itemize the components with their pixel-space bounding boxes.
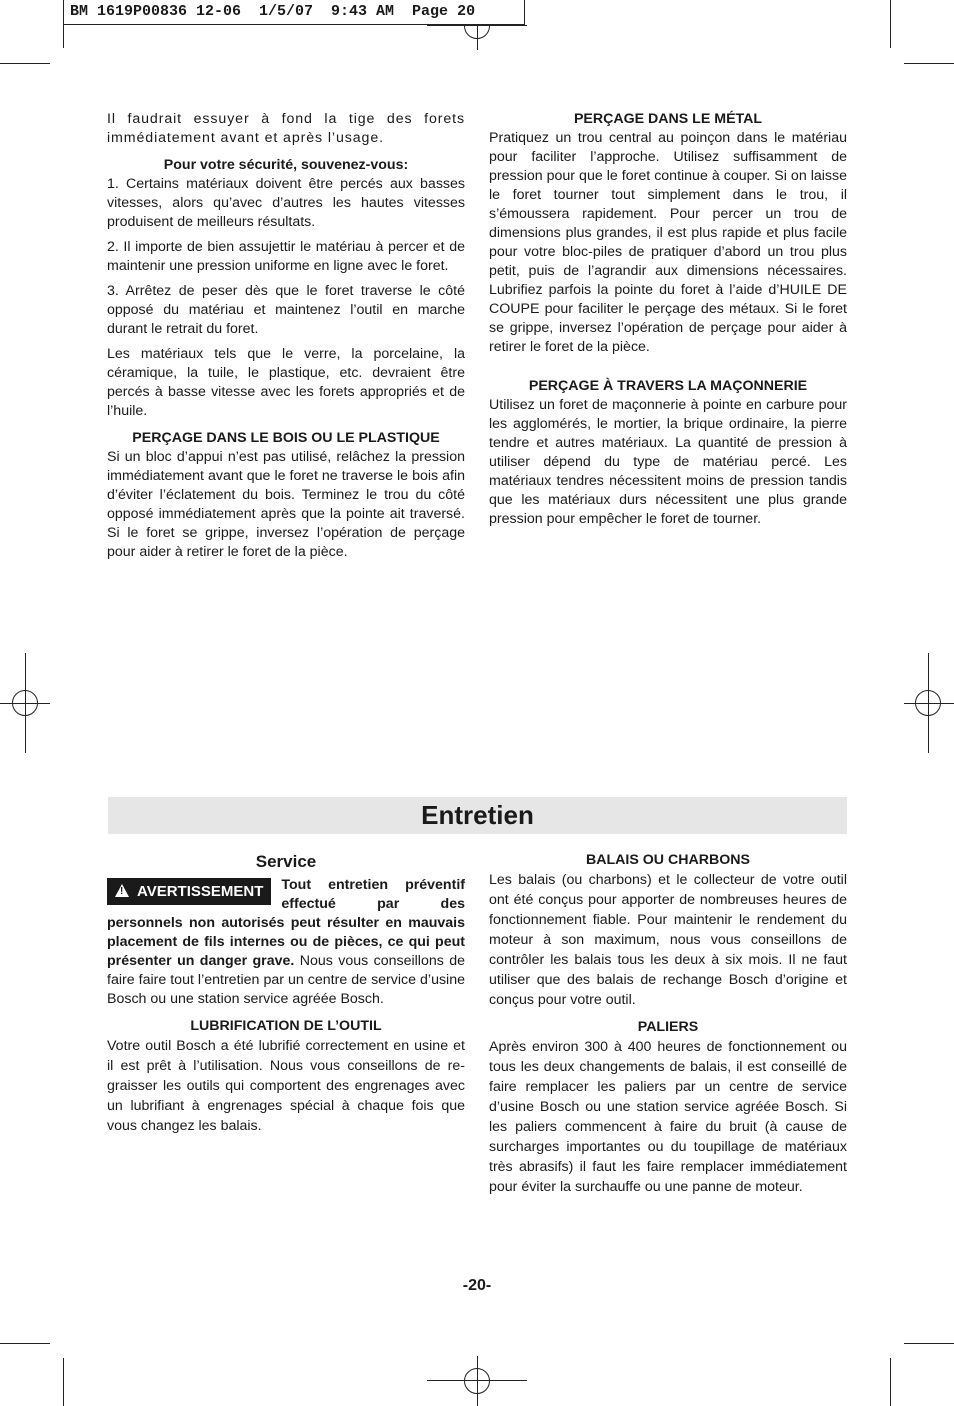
warning-bold-text: Tout entretien préventif effectué par des personnels non autorisés peut résulter en mauvais placement de fils internes ou de pièces, ce qui peut présenter un danger grave. (107, 877, 465, 969)
page-number: -20- (462, 1277, 492, 1294)
column-top-left (107, 110, 465, 568)
warning-triangle-icon: ! (115, 884, 129, 897)
safety-item-2: 2. Il importe de bien assujettir le matériau à percer et de maintenir une pression uniforme en ligne avec le foret. (107, 239, 465, 274)
service-heading: Service (255, 852, 317, 871)
masonry-paragraph: Utilisez un foret de maçonnerie à pointe en carbure pour les agglomérés, le mortier, la brique ordinaire, la pierre tendre et autres matériaux. La quantité de pression à utiliser dépend du type de matériau percé. Les matériaux tendres nécessitent moins de pression tandis que les matériaux durs nécessitent une plus grande pression pour empêcher le foret de tourner. (489, 397, 847, 527)
wood-heading: PERÇAGE DANS LE BOIS OU LE PLASTIQUE (132, 430, 440, 446)
warning-label: AVERTISSEMENT (137, 883, 264, 900)
lube-heading: LUBRIFICATION DE L’OUTIL (190, 1018, 382, 1034)
safety-item-1: 1. Certains matériaux doivent être percés aux basses vitesses, alors qu’avec d’autres les hautes vitesses produisent de meilleurs résultats. (107, 176, 465, 230)
section-title-banner: Entretien (108, 797, 847, 834)
printer-slug: BM 1619P00836 12-06 1/5/07 9:43 AM Page 20 (63, 0, 525, 25)
bearings-heading: PALIERS (637, 1019, 699, 1035)
brushes-heading: BALAIS OU CHARBONS (586, 852, 750, 868)
metal-paragraph: Pratiquez un trou central au poinçon dans le matériau pour faciliter l’approche. Utilisez suffisamment de pression pour que le foret continue à couper. Si on laisse le foret tourner tout simplement dans le trou, il s’émoussera rapidement. Pour percer un trou de dimensions plus grandes, il est plus rapide et plus facile pour votre bloc-piles de pratiquer d’abord un trou plus petit, puis de l’agrandir aux dimensions nécessaires. Lubrifiez parfois la pointe du foret à l’aide d’HUILE DE COUPE pour faciliter le perçage des métaux. Si le foret se grippe, inversez l’opération de perçage pour aider à retirer le foret de la pièce. (489, 130, 847, 355)
column-top-right (489, 110, 847, 535)
warning-badge (107, 878, 271, 905)
materials-paragraph: Les matériaux tels que le verre, la porcelaine, la céramique, la tuile, le plastique, etc. devraient être percés à basse vitesse avec les forets appropriés et de l’huile. (107, 346, 465, 419)
bearings-paragraph: Après environ 300 à 400 heures de fonctionnement ou tous les deux changements de balais, il est conseillé de faire remplacer les paliers par un centre de service d’usine Bosch ou une station service agréée Bosch. Si les paliers commencent à faire du bruit (à cause de surcharges importantes ou du toupillage de matériaux très abrasifs) il faut les faire remplacer immédiatement pour éviter la surchauffe ou une panne de moteur. (489, 1039, 847, 1195)
wood-paragraph: Si un bloc d’appui n’est pas utilisé, relâchez la pression immédiatement avant que le foret ne traverse le bois afin d’éviter l’éclatement du bois. Terminez le trou du côté opposé immédiatement après que la pointe ait traversé. Si le foret se grippe, inversez l’opération de perçage pour aider à retirer le foret de la pièce. (107, 449, 465, 560)
warning-paragraph (107, 876, 465, 1009)
intro-paragraph: Il faudrait essuyer à fond la tige des forets immédiatement avant et après l’usage. (107, 111, 465, 146)
safety-heading: Pour votre sécurité, souvenez-vous: (163, 157, 409, 173)
metal-heading: PERÇAGE DANS LE MÉTAL (573, 111, 763, 127)
lube-paragraph: Votre outil Bosch a été lubrifié correctement en usine et il est prêt à l’utilisation. Nous vous conseillons de re-graisser les outils qui comportent des engrenages avec un lubrifiant à engrenages spécial à chaque fois que vous changez les balais. (107, 1038, 465, 1134)
column-bottom-right (489, 851, 847, 1203)
masonry-heading: PERÇAGE À TRAVERS LA MAÇONNERIE (528, 378, 808, 394)
warning-normal-text: Nous vous conseillons de faire faire tout l’entretien par un centre de service d’usine Bosch ou une station service agréée Bosch. (107, 953, 466, 1007)
safety-item-3: 3. Arrêtez de peser dès que le foret traverse le côté opposé du matériau et maintenez l’outil en marche durant le retrait du foret. (107, 283, 465, 337)
column-bottom-left (107, 852, 465, 1142)
brushes-paragraph: Les balais (ou charbons) et le collecteur de votre outil ont été conçus pour apporter de nombreuses heures de fonctionnement fiable. Pour maintenir le rendement du moteur à son maximum, nous vous conseillons de contrôler les balais tous les deux à six mois. Il ne faut utiliser que des balais de rechange Bosch d’origine et conçus pour votre outil. (489, 872, 847, 1008)
